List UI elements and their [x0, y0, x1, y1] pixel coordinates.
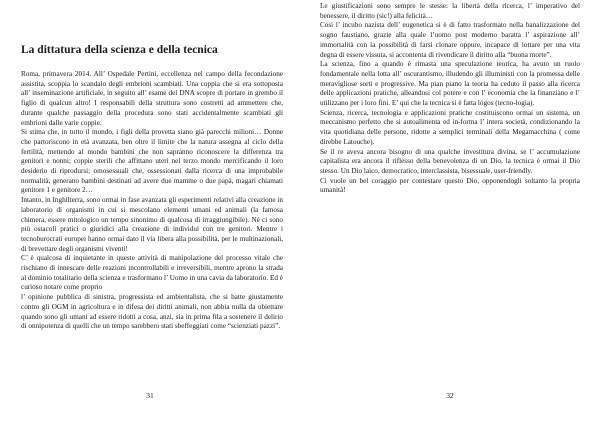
page-number: 32 [446, 391, 454, 400]
left-text-column [21, 70, 283, 332]
right-page [300, 0, 600, 425]
paragraph: Se il re aveva ancora bisogno di una qualche investitura divina, se l’ accumulazione capitalista era ancora il riflesso della benevolenza di un Dio, la tecnica è ormai il Dio stesso. Un Dio laico, democratico, interclassista, bisessuale, user-friendly. [320, 147, 580, 175]
right-text-column [320, 2, 580, 196]
paragraph: Così l’ incubo nazista dell’ eugenetica si è di fatto trasformato nella banalizzazione del sogno faustiano, grazie alla quale l’uomo post moderno baratta l’ aspirazione all’ immortalità con la possibilità di farsi clonare oppure, incapace di lottare per una vita degna di essere vissuta, si accontenta di rivendicare il diritto alla “buona morte”. [320, 21, 580, 59]
page-number: 31 [146, 391, 154, 400]
paragraph: La scienza, fino a quando è rimasta una speculazione teorica, ha avuto un ruolo fondamentale nella lotta all’ oscurantismo, illudendo gli illuministi con la promessa delle meravigliose sorti e progressive. Ma pian piano la teoria ha ceduto il passo alla ricerca delle applicazioni pratiche, alleandosi col potere e con l’ economia che la finanziano e l’ utilizzano per i loro fini. E’ qui che la tecnica si è fatta lógos (tecno-logia). [320, 60, 580, 108]
paragraph: Le giustificazioni sono sempre le stesse: la libertà della ricerca, l’ imperativo del benessere, il diritto (sic!) alla felicità… [320, 2, 580, 20]
chapter-title: La dittatura della scienza e della tecnica [21, 44, 218, 56]
paragraph: Ci vuole un bel coraggio per contestare questo Dio, opponendogli soltanto la propria umanità! [320, 176, 580, 195]
paragraph: C’ è qualcosa di inquietante in queste attività di manipolazione del processo vitale che rischiano di innescare delle reazioni incontrollabili e irreversibili, mentre aprono la strada al dominio totalitario della scienza e trasformano l’ Uomo in una cavia da laboratorio. Ed è curioso notare come proprio [21, 254, 283, 292]
paragraph: Intanto, in Inghilterra, sono ormai in fase avanzata gli esperimenti relativi alla creazione in laboratorio di organismi in cui si mescolano elementi umani ed animali (la famosa chimera, essere mitologico un tempo sinonimo di qualcosa di irraggiungibile). Né ci sono più ostacoli pratici o giuridici alla creazione di individui con tre genitori. Mentre i tecnoburocrati europei hanno ormai dato il via libera alla possibilità, per le multinazionali, di brevettare degli organismi viventi! [21, 196, 283, 253]
paragraph: Roma, primavera 2014. All’ Ospedale Pertini, eccellenza nel campo della fecondazione assistita, scoppia lo scandalo degli embrioni scambiati. Una coppia che si era sottoposta all’ inseminazione artificiale, in seguito all’ esame del DNA scopre di portare in grembo il figlio di qualcun altro! I responsabili della struttura sono costretti ad ammettere che, durante qualche passaggio della procedura sono stati accidentalmente scambiati gli embrioni dalle varie coppie. [21, 70, 283, 127]
paragraph: Scienza, ricerca, tecnologia e applicazioni pratiche costituiscono ormai un sistema, un meccanismo perfetto che si autoalimenta ed in-forma l’ intera società, condizionando la vita quotidiana delle persone, ridotte a semplici terminali della Megamacchina ( come direbbe Latouche). [320, 108, 580, 146]
paragraph: Si stima che, in tutto il mondo, i figli della provetta siano già parecchi milioni… Donne che partoriscono in età avanzata, ben oltre il limite che la natura assegna al ciclo della fertilità, mettendo al mondo bambini che non sapranno riconoscere la differenza tra genitori e nonni; coppie sterili che affittano uteri nel terzo mondo mercificando il loro desiderio di riprodursi; omosessuali che, ossessionati dalla ricerca di una improbabile normalità, generano bambini destinati ad avere due mamme o due papà, magari chiamati genitore 1 e genitore 2… [21, 128, 283, 195]
paragraph: l’ opinione pubblica di sinistra, progressista ed ambientalista, che si batte giustamente contro gli OGM in agricoltura e in difesa dei diritti animali, non abbia nulla da obiettare quando sono gli umani ad essere ridotti a cosa, anzi, sia in prima fila a sostenere il delirio di onnipotenza di quelli che un tempo sarebbero stati sbeffeggiati come “scienziati pazzi”. [21, 293, 283, 331]
